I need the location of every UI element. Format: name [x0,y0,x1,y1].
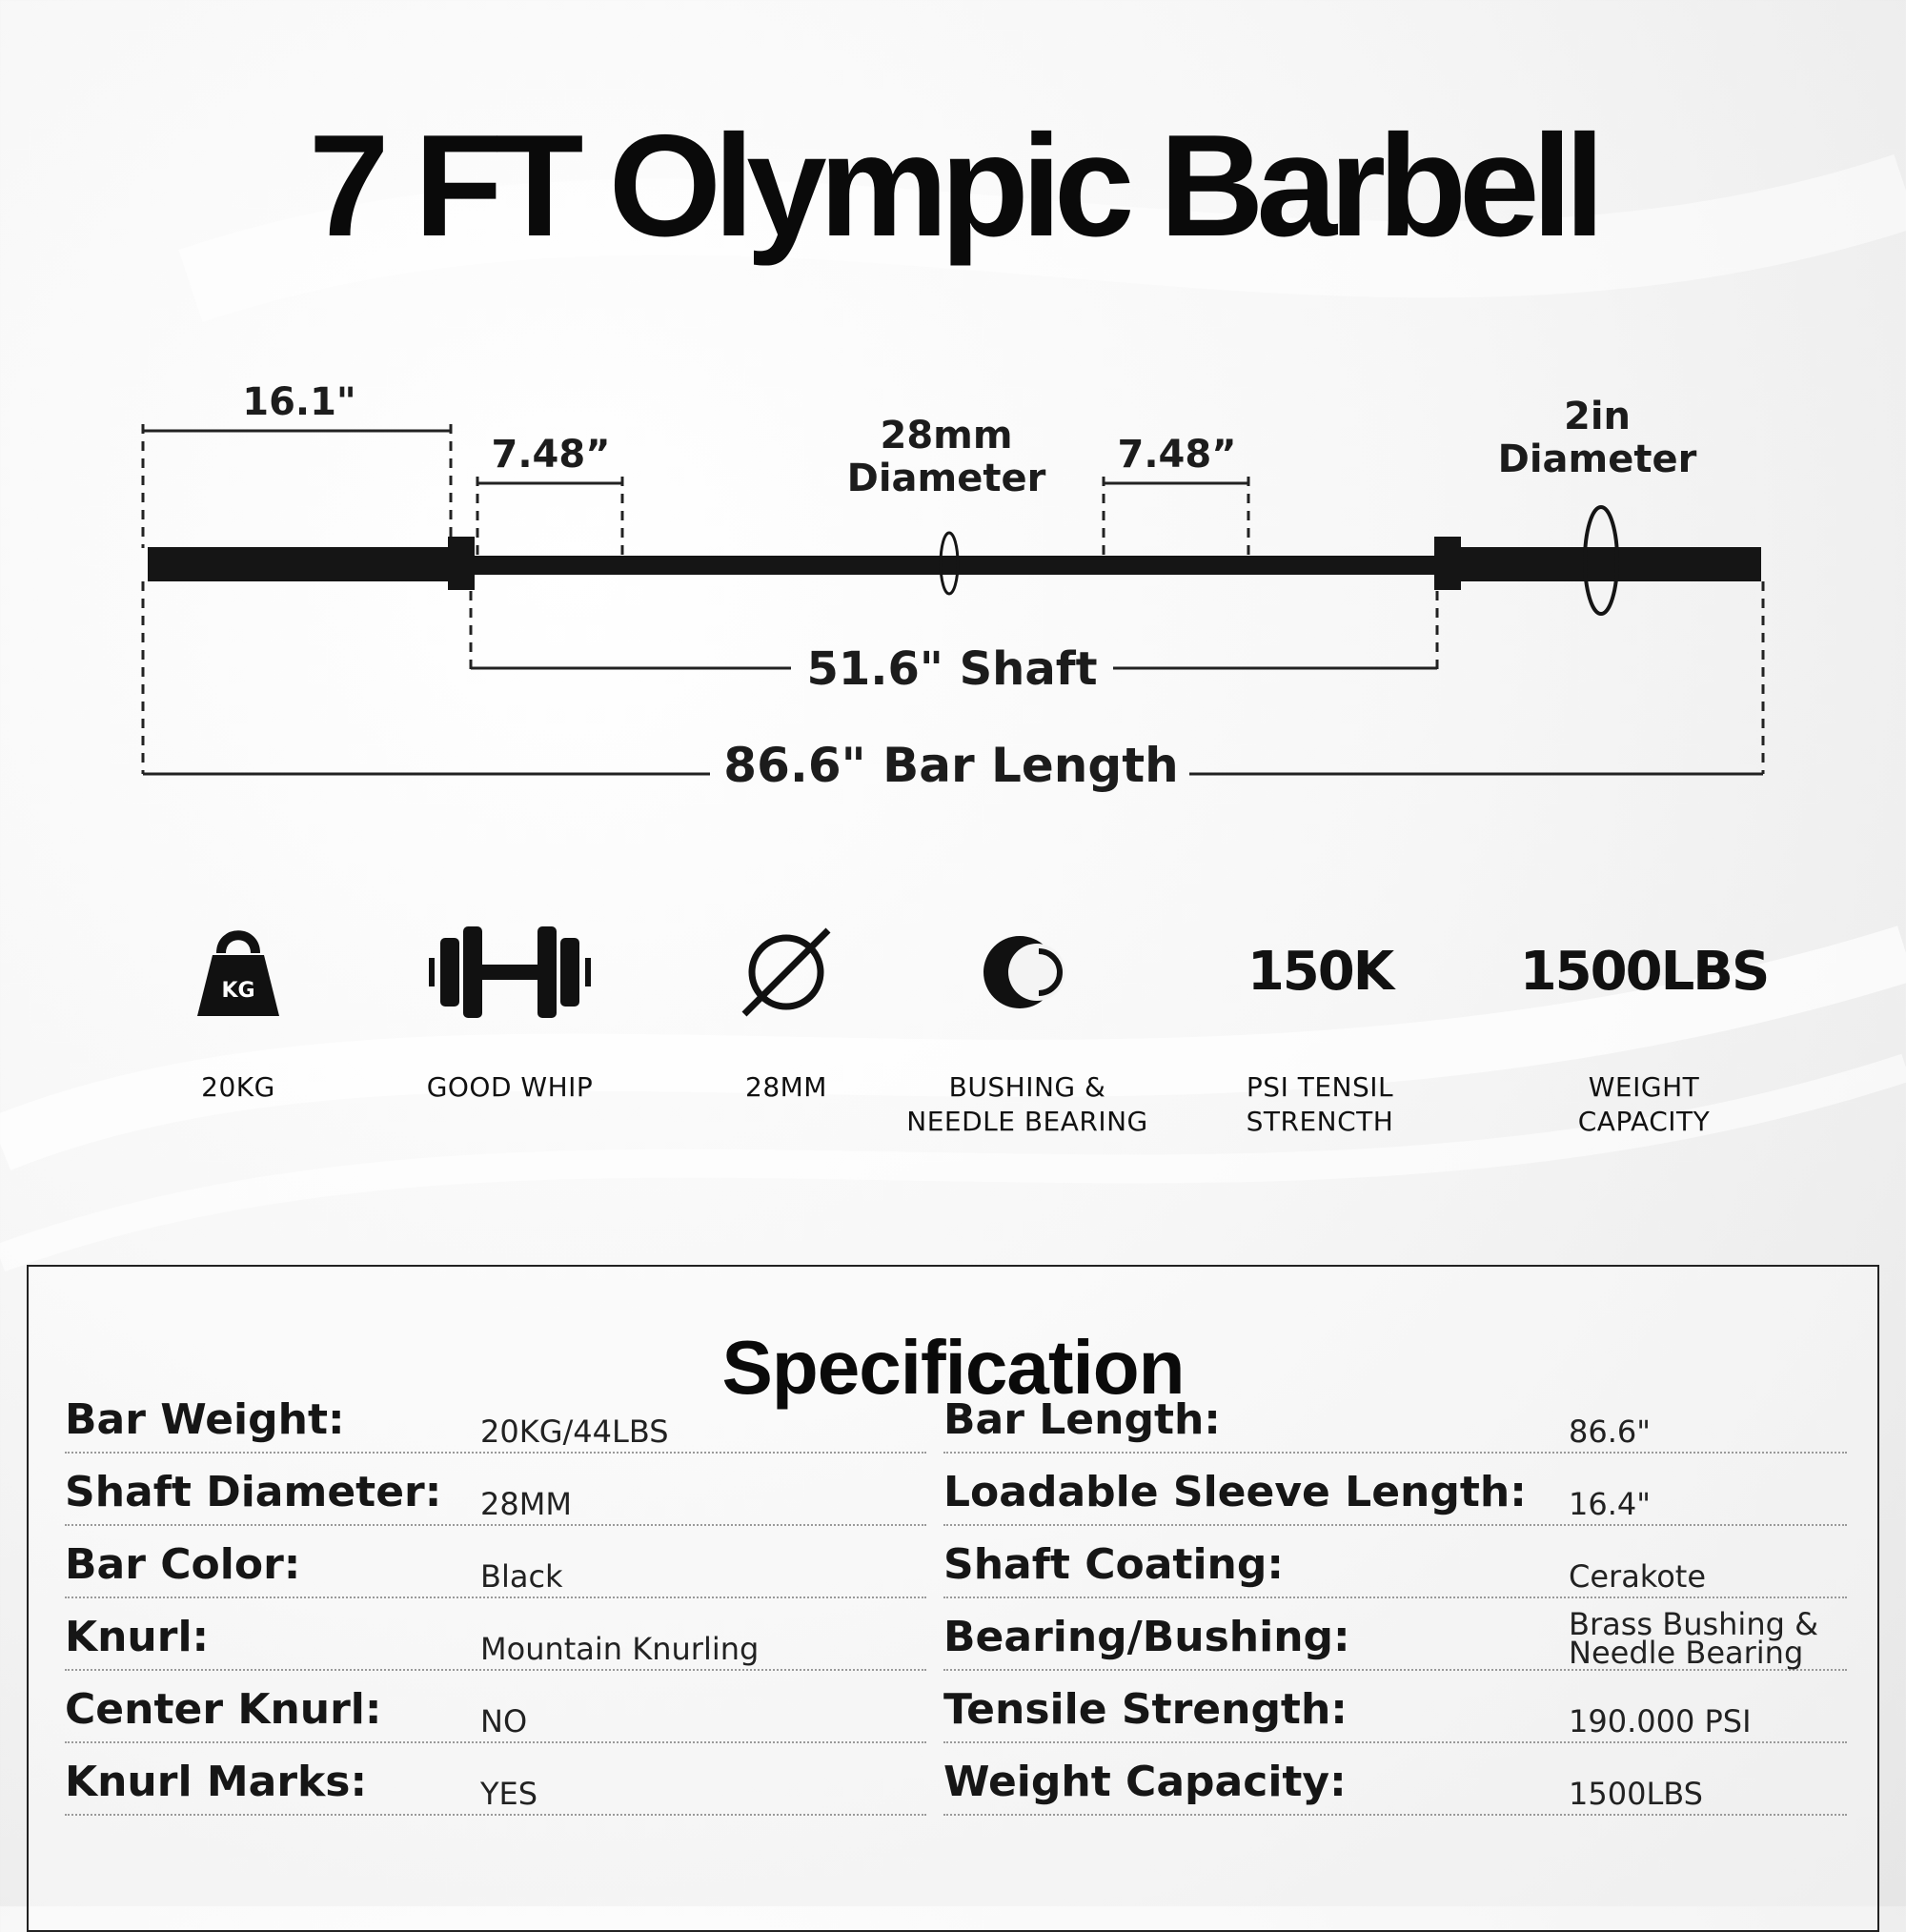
feature-capacity-label-2: CAPACITY [1577,1106,1711,1137]
right-collar [1434,537,1461,590]
spec-row [943,1454,1847,1526]
spec-key: Bar Length: [943,1395,1221,1444]
spec-key: Bar Color: [65,1540,301,1589]
feature-diameter [691,910,882,1105]
spec-value: Black [480,1558,563,1595]
dumbbell-icon [429,925,591,1020]
spec-value-line-1: Brass Bushing & [1569,1606,1819,1642]
specification-panel [27,1265,1879,1932]
feature-weight [143,910,334,1105]
spec-key: Knurl Marks: [65,1758,368,1806]
spec-row [65,1671,926,1743]
capacity-value: 1500LBS [1519,941,1769,1003]
diameter-icon [739,925,834,1020]
spec-row [65,1743,926,1816]
spec-row [943,1671,1847,1743]
spec-row [65,1598,926,1671]
spec-value: 20KG/44LBS [480,1413,669,1450]
spec-key: Bar Weight: [65,1395,345,1444]
feature-tensile [1215,910,1425,1139]
spec-key: Weight Capacity: [943,1758,1347,1806]
spec-value: Mountain Knurling [480,1631,760,1667]
feature-capacity-label-1: WEIGHT [1588,1071,1700,1103]
spec-value-line-2: Needle Bearing [1569,1635,1804,1671]
shaft-diameter-value: 28mm [880,414,1013,458]
sleeve-length-dimension [143,424,451,548]
spec-key: Shaft Coating: [943,1540,1284,1589]
spec-key: Knurl: [65,1613,210,1661]
shaft-length-label: 51.6" Shaft [806,642,1098,696]
feature-diameter-label: 28MM [745,1071,827,1103]
feature-bearing-label-2: NEEDLE BEARING [906,1106,1148,1137]
feature-tensile-label-1: PSI TENSIL [1246,1071,1394,1103]
sleeve-length-label: 16.1" [242,380,356,424]
barbell-diagram [0,362,1906,801]
bearing-icon [980,925,1075,1020]
page-title: 7 FT Olympic Barbell [309,105,1597,267]
shaft-diameter-label: Diameter [846,457,1046,500]
feature-whip [395,910,624,1105]
spec-row [65,1381,926,1454]
spec-row [65,1454,926,1526]
spec-row [943,1381,1847,1454]
feature-capacity [1491,910,1796,1139]
feature-weight-label: 20KG [201,1071,275,1103]
feature-whip-label: GOOD WHIP [426,1071,594,1103]
spec-value-multiline [1569,1606,1819,1671]
spec-value: 16.4" [1569,1486,1651,1522]
spec-value: 1500LBS [1569,1776,1703,1812]
spec-row [943,1526,1847,1598]
spec-value: 86.6" [1569,1413,1651,1450]
spec-row [943,1743,1847,1816]
right-sleeve [1458,547,1761,581]
sleeve-diameter-label: Diameter [1497,437,1697,481]
spec-key: Loadable Sleeve Length: [943,1468,1527,1516]
spec-value: YES [480,1776,538,1812]
bar-length-label: 86.6" Bar Length [723,738,1179,793]
spec-value: 28MM [480,1486,572,1522]
tensile-value: 150K [1247,941,1393,1003]
specification-title: Specification [721,1325,1185,1410]
barbell [148,537,1761,590]
left-sleeve [148,547,451,581]
feature-bearing-label-1: BUSHING & [948,1071,1106,1103]
spec-value: 190.000 PSI [1569,1703,1752,1739]
knurl-right-label: 7.48” [1117,433,1237,477]
left-collar [448,537,475,590]
spec-row [65,1526,926,1598]
spec-key: Center Knurl: [65,1685,382,1734]
knurl-left-dimension [477,477,622,558]
spec-value: Cerakote [1569,1558,1706,1595]
spec-key: Shaft Diameter: [65,1468,442,1516]
kettlebell-kg-icon [195,925,281,1020]
spec-key: Tensile Strength: [943,1685,1348,1734]
shaft [473,556,1437,575]
sleeve-diameter-value: 2in [1563,395,1632,438]
feature-tensile-label-2: STRENCTH [1246,1106,1394,1137]
spec-row [943,1598,1847,1671]
kettlebell-kg-text: KG [221,979,255,1003]
knurl-right-dimension [1104,477,1248,558]
spec-key: Bearing/Bushing: [943,1613,1350,1661]
spec-value: NO [480,1703,528,1739]
knurl-left-label: 7.48” [491,433,611,477]
feature-bearing [899,910,1156,1139]
